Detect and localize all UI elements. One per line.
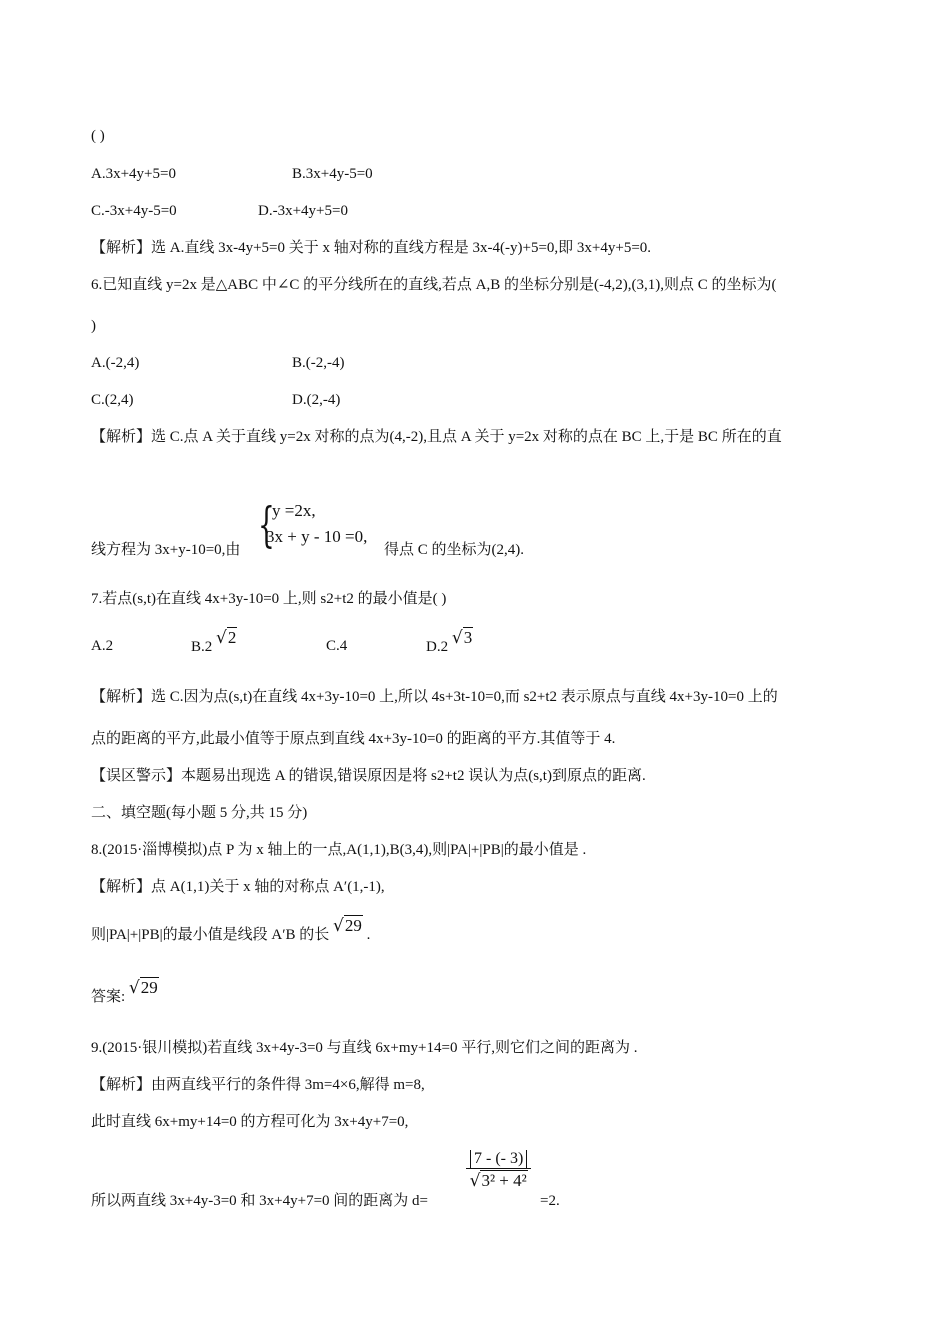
q5-option-a: A.3x+4y+5=0 (91, 166, 176, 182)
q8-solution-line1: 【解析】点 A(1,1)关于 x 轴的对称点 A′(1,-1), (91, 879, 385, 895)
equation-system (262, 498, 367, 550)
fraction-denominator (466, 1168, 531, 1191)
distance-fraction (466, 1150, 531, 1191)
q7-option-b-label: B.2 (191, 639, 213, 655)
q8-answer-label: 答案: (91, 989, 126, 1005)
system-eq1: y =2x, (272, 501, 316, 520)
q6-option-c: C.(2,4) (91, 392, 134, 408)
sqrt-29-answer: √29 (128, 978, 158, 998)
system-eq2: 3x + y - 10 =0, (266, 527, 368, 546)
q8-question: 8.(2015·淄博模拟)点 P 为 x 轴上的一点,A(1,1),B(3,4),则|PA|+|PB|的最小值是 . (91, 842, 587, 858)
q8-solution-line2-end: . (366, 927, 371, 943)
q7-option-b (191, 628, 237, 655)
q7-solution-line1: 【解析】选 C.因为点(s,t)在直线 4x+3y-10=0 上,所以 4s+3t-10=0,而 s2+t2 表示原点与直线 4x+3y-10=0 上的 (91, 689, 778, 705)
sqrt-3: √3 (451, 628, 473, 648)
q9-question: 9.(2015·银川模拟)若直线 3x+4y-3=0 与直线 6x+my+14=0 平行,则它们之间的距离为 . (91, 1040, 638, 1056)
q6-option-d: D.(2,-4) (292, 392, 341, 408)
q7-warning: 【误区警示】本题易出现选 A 的错误,错误原因是将 s2+t2 误认为点(s,t)到原点的距离. (91, 768, 646, 784)
section-2-heading: 二、填空题(每小题 5 分,共 15 分) (91, 805, 308, 821)
q7-option-d-label: D.2 (426, 639, 449, 655)
q5-option-b: B.3x+4y-5=0 (292, 166, 373, 182)
q8-solution-line2-text: 则|PA|+|PB|的最小值是线段 A′B 的长 (91, 927, 330, 943)
q9-solution-line3-pre: 所以两直线 3x+4y-3=0 和 3x+4y+7=0 间的距离为 d= (91, 1193, 429, 1209)
q8-solution-line2 (91, 916, 371, 943)
q5-choices-paren: ( ) (91, 128, 105, 144)
q6-question: 6.已知直线 y=2x 是△ABC 中∠C 的平分线所在的直线,若点 A,B 的坐标分别是(-4,2),(3,1),则点 C 的坐标为( (91, 277, 777, 293)
sqrt-denominator: √3² + 4² (469, 1171, 527, 1191)
q7-solution-line2: 点的距离的平方,此最小值等于原点到直线 4x+3y-10=0 的距离的平方.其值等于 4. (91, 731, 616, 747)
q7-option-a: A.2 (91, 638, 114, 654)
q6-question-cont: ) (91, 318, 96, 334)
q9-solution-line2: 此时直线 6x+my+14=0 的方程可化为 3x+4y+7=0, (91, 1114, 409, 1130)
system-brace: { (258, 497, 275, 553)
q8-answer (91, 978, 159, 1005)
fraction-numerator: 7 - (- 3) (466, 1150, 531, 1168)
q6-option-a: A.(-2,4) (91, 355, 140, 371)
q9-solution-line1: 【解析】由两直线平行的条件得 3m=4×6,解得 m=8, (91, 1077, 425, 1093)
q5-option-d: D.-3x+4y+5=0 (258, 203, 348, 219)
q6-solution-line2-pre: 线方程为 3x+y-10=0,由 (91, 542, 241, 558)
sqrt-29: √29 (333, 916, 362, 936)
q5-option-c: C.-3x+4y-5=0 (91, 203, 177, 219)
q7-option-c: C.4 (326, 638, 348, 654)
q7-option-d (426, 628, 473, 655)
q9-solution-line3-post: =2. (540, 1193, 560, 1209)
q7-question: 7.若点(s,t)在直线 4x+3y-10=0 上,则 s2+t2 的最小值是( ) (91, 591, 447, 607)
q5-solution: 【解析】选 A.直线 3x-4y+5=0 关于 x 轴对称的直线方程是 3x-4(-y)+5=0,即 3x+4y+5=0. (91, 240, 652, 256)
q6-option-b: B.(-2,-4) (292, 355, 345, 371)
q6-solution-line1: 【解析】选 C.点 A 关于直线 y=2x 对称的点为(4,-2),且点 A 关于 y=2x 对称的点在 BC 上,于是 BC 所在的直 (91, 429, 782, 445)
q6-solution-line2-post: 得点 C 的坐标为(2,4). (384, 542, 524, 558)
sqrt-2: √2 (216, 628, 237, 648)
